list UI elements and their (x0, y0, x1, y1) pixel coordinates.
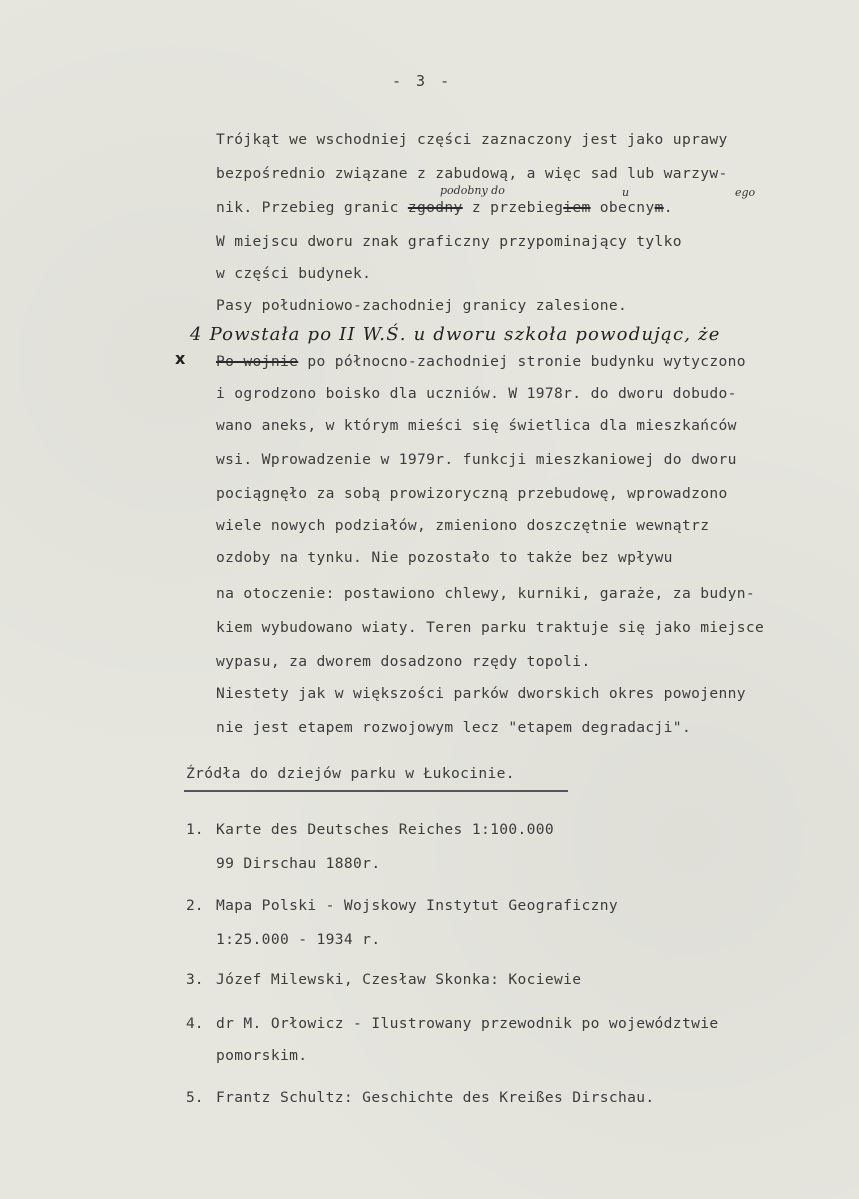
paragraph-line: w części budynek. (216, 265, 372, 282)
source-line: pomorskim. (216, 1047, 308, 1064)
paragraph-line: i ogrodzono boisko dla uczniów. W 1978r. do dworu dobudo- (216, 385, 737, 402)
source-number: 5. (186, 1089, 204, 1106)
paragraph-line: Trójkąt we wschodniej części zaznaczony jest jako uprawy (216, 131, 728, 148)
source-line: Józef Milewski, Czesław Skonka: Kociewie (216, 971, 582, 988)
struck-word: zgodny (407, 199, 463, 216)
heading-underline (184, 790, 568, 792)
paragraph-line: bezpośrednio związane z zabudową, a więc sad lub warzyw- (216, 165, 728, 182)
struck-word: m (654, 199, 664, 216)
struck-phrase: Po wojnie (216, 353, 299, 370)
paragraph-line: wiele nowych podziałów, zmieniono doszczętnie wewnątrz (216, 517, 710, 534)
paragraph-line: wypasu, za dworem dosadzono rzędy topoli. (216, 653, 591, 670)
source-number: 2. (186, 897, 204, 914)
margin-mark: x (175, 349, 186, 368)
paragraph-line-with-corrections (216, 199, 673, 216)
paragraph-line: nie jest etapem rozwojowym lecz "etapem degradacji". (216, 719, 692, 736)
paragraph-line: pociągnęło za sobą prowizoryczną przebudowę, wprowadzono (216, 485, 728, 502)
paragraph-line: Pasy południowo-zachodniej granicy zalesione. (216, 297, 628, 314)
source-number: 1. (186, 821, 204, 838)
source-line: dr M. Orłowicz - Ilustrowany przewodnik po województwie (216, 1015, 719, 1032)
text-segment: nik. Przebieg granic (216, 199, 408, 216)
source-line: Frantz Schultz: Geschichte des Kreißes Dirschau. (216, 1089, 655, 1106)
page-number: - 3 - (392, 72, 453, 90)
text-segment: z przebieg (462, 199, 564, 216)
handwritten-insert: podobny do (440, 184, 505, 197)
paragraph-line: Niestety jak w większości parków dworskich okres powojenny (216, 685, 746, 702)
source-line: Karte des Deutsches Reiches 1:100.000 (216, 821, 555, 838)
handwritten-inserted-line: 4 Powstała po II W.Ś. u dworu szkoła powodując, że (190, 324, 721, 345)
sources-heading: Źródła do dziejów parku w Łukocinie. (186, 765, 515, 782)
handwritten-insert: ego (735, 186, 756, 199)
paragraph-line-with-strike (216, 353, 746, 370)
source-number: 3. (186, 971, 204, 988)
text-segment: . (663, 199, 673, 216)
handwritten-insert: u (622, 186, 630, 199)
text-segment: po północno-zachodniej stronie budynku wytyczono (298, 353, 746, 370)
paragraph-line: wano aneks, w którym mieści się świetlica dla mieszkańców (216, 417, 737, 434)
paragraph-line: kiem wybudowano wiaty. Teren parku traktuje się jako miejsce (216, 619, 765, 636)
source-number: 4. (186, 1015, 204, 1032)
paragraph-line: na otoczenie: postawiono chlewy, kurniki, garaże, za budyn- (216, 585, 756, 602)
source-line: Mapa Polski - Wojskowy Instytut Geograficzny (216, 897, 618, 914)
struck-word: iem (563, 199, 591, 216)
paragraph-line: W miejscu dworu znak graficzny przypominający tylko (216, 233, 682, 250)
paragraph-line: wsi. Wprowadzenie w 1979r. funkcji mieszkaniowej do dworu (216, 451, 737, 468)
text-segment: obecny (590, 199, 655, 216)
source-line: 1:25.000 - 1934 r. (216, 931, 381, 948)
source-line: 99 Dirschau 1880r. (216, 855, 381, 872)
paragraph-line: ozdoby na tynku. Nie pozostało to także bez wpływu (216, 549, 673, 566)
